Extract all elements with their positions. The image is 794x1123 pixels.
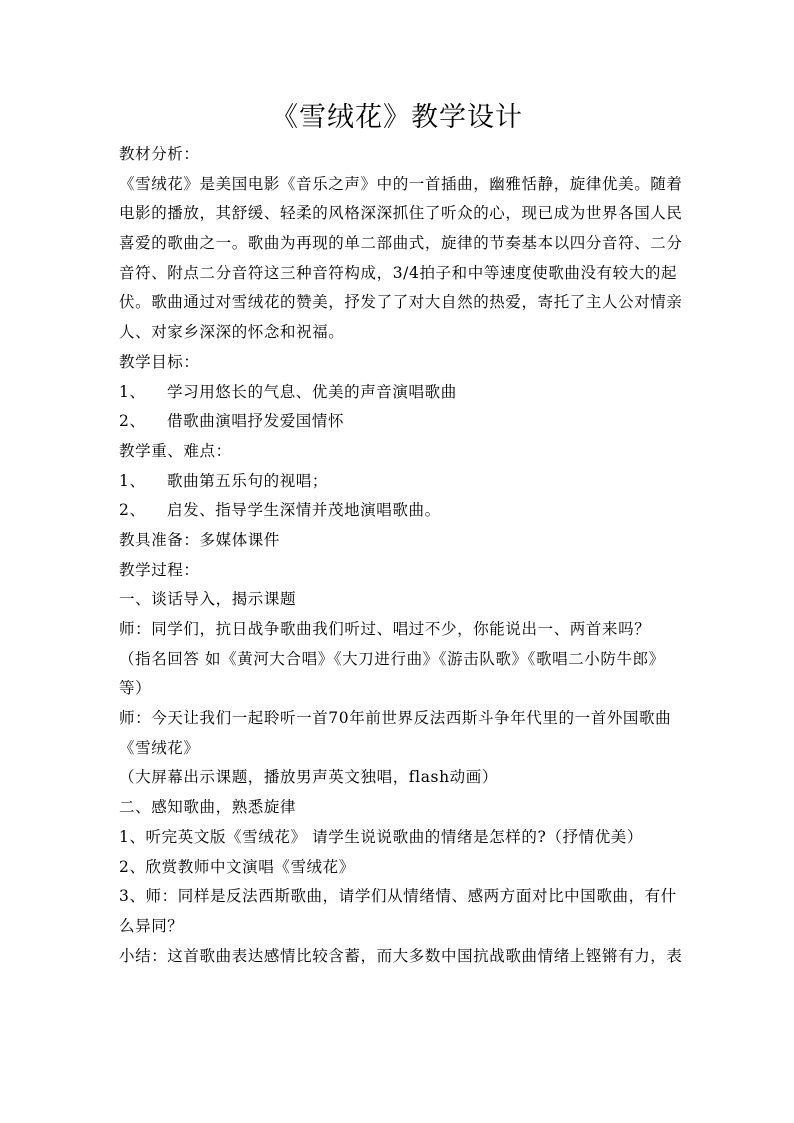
paragraph-line: 师：今天让我们一起聆听一首70年前世界反法西斯斗争年代里的一首外国歌曲 bbox=[119, 709, 672, 728]
list-number: 1、 bbox=[119, 471, 146, 490]
paragraph-line: 《雪绒花》 bbox=[119, 738, 200, 757]
list-number: 1、 bbox=[119, 382, 146, 401]
paragraph-line: 音符、附点二分音符这三种音符构成，3/4拍子和中等速度使歌曲没有较大的起 bbox=[119, 263, 678, 282]
paragraph-line: 等） bbox=[119, 679, 152, 698]
paragraph-line: 小结：这首歌曲表达感情比较含蓄，而大多数中国抗战歌曲情绪上铿锵有力，表 bbox=[119, 946, 683, 965]
paragraph-line: 2、欣赏教师中文演唱《雪绒花》 bbox=[119, 857, 355, 876]
key-item-2 bbox=[119, 496, 683, 526]
section-heading-material-analysis: 教材分析： bbox=[119, 145, 200, 163]
list-number: 2、 bbox=[119, 412, 146, 431]
list-item-text: 借歌曲演唱抒发爱国情怀 bbox=[167, 412, 345, 431]
section-heading-teaching-goals: 教学目标： bbox=[119, 352, 200, 371]
page-title: 《雪绒花》教学设计 bbox=[271, 102, 523, 133]
step-heading-1: 一、谈话导入，揭示课题 bbox=[119, 590, 297, 609]
section-heading-key-points: 教学重、难点： bbox=[119, 441, 232, 460]
section-heading-process: 教学过程： bbox=[119, 560, 200, 579]
document-body bbox=[119, 140, 683, 971]
paragraph-line: 喜爱的歌曲之一。歌曲为再现的单二部曲式，旋律的节奏基本以四分音符、二分 bbox=[119, 234, 683, 253]
paragraph-line: 伏。歌曲通过对雪绒花的赞美，抒发了了对大自然的热爱，寄托了主人公对情亲 bbox=[119, 293, 683, 312]
paragraph-line: （大屏幕出示课题，播放男声英文独唱，flash动画） bbox=[119, 768, 498, 787]
paragraph-line: 电影的播放，其舒缓、轻柔的风格深深抓住了听众的心，现已成为世界各国人民 bbox=[119, 204, 683, 223]
paragraph-line: 人、对家乡深深的怀念和祝福。 bbox=[119, 323, 345, 342]
list-number: 2、 bbox=[119, 501, 146, 520]
key-item-1 bbox=[119, 467, 683, 497]
paragraph-line: 3、师：同样是反法西斯歌曲，请学们从情绪情、感两方面对比中国歌曲，有什 bbox=[119, 887, 677, 906]
paragraph-line: 师：同学们，抗日战争歌曲我们听过、唱过不少，你能说出一、两首来吗？ bbox=[119, 620, 651, 638]
step-heading-2: 二、感知歌曲，熟悉旋律 bbox=[119, 798, 297, 817]
paragraph-line: （指名回答 如《黄河大合唱》《大刀进行曲》《游击队歌》《歌唱二小防牛郎》 bbox=[119, 649, 665, 668]
teaching-tools: 教具准备：多媒体课件 bbox=[119, 530, 281, 549]
list-item-text: 学习用悠长的气息、优美的声音演唱歌曲 bbox=[167, 382, 457, 401]
goal-item-2 bbox=[119, 407, 683, 437]
list-item-text: 歌曲第五乐句的视唱； bbox=[167, 471, 329, 490]
paragraph-line: 《雪绒花》是美国电影《音乐之声》中的一首插曲，幽雅恬静，旋律优美。随着 bbox=[119, 174, 683, 193]
paragraph-line: 么异同？ bbox=[119, 916, 184, 935]
paragraph-line: 1、听完英文版《雪绒花》 请学生说说歌曲的情绪是怎样的?（抒情优美） bbox=[119, 827, 644, 846]
goal-item-1 bbox=[119, 378, 683, 408]
list-item-text: 启发、指导学生深情并茂地演唱歌曲。 bbox=[167, 501, 441, 520]
